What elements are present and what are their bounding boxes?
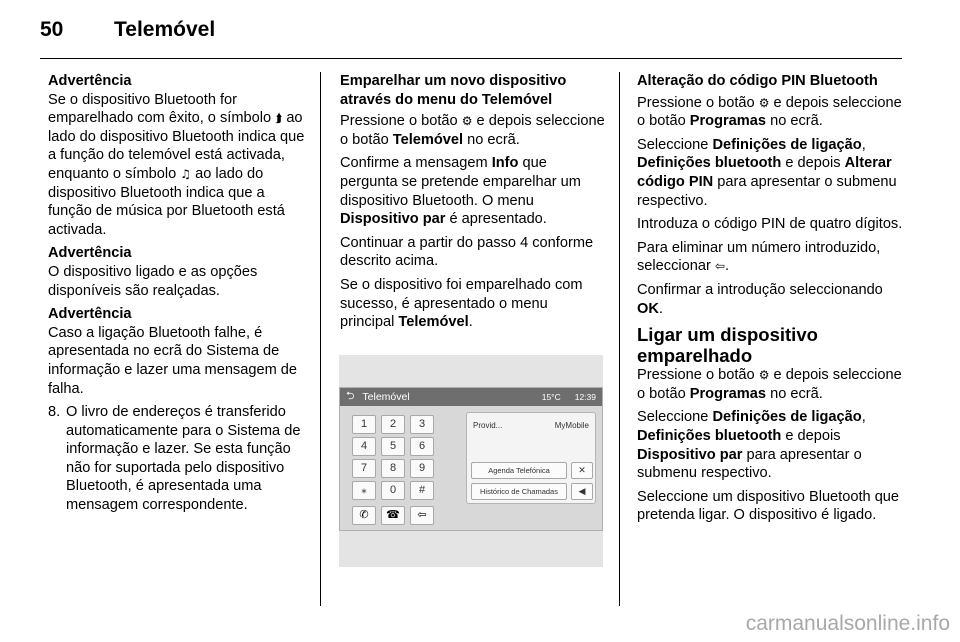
key-3[interactable]: 3: [410, 415, 434, 434]
screen-title: Telemóvel: [362, 391, 410, 403]
note-title: Advertência: [48, 245, 132, 262]
call-icon[interactable]: ✆: [352, 506, 376, 525]
screen-title-bar: [340, 388, 602, 406]
call-history-button[interactable]: Histórico de Chamadas: [471, 483, 567, 500]
key-9[interactable]: 9: [410, 459, 434, 478]
key-8[interactable]: 8: [381, 459, 405, 478]
note-2: Advertência O dispositivo ligado e as opções disponíveis são realçadas.: [48, 245, 258, 299]
device-panel: [466, 412, 596, 504]
note-3: Advertência Caso a ligação Bluetooth falhe, é apresentada no ecrã do Sistema de informação e lazer uma mensagem de falha.: [48, 306, 298, 397]
music-note-icon: ♫: [180, 166, 192, 181]
step-8: 8. O livro de endereços é transferido automaticamente para o Sistema de informação e lazer. Se esta função não for suportada pelo dispositivo Bluetooth, é apresentada uma mensagem correspondente.: [48, 404, 301, 514]
backspace-icon[interactable]: ⇦: [410, 506, 434, 525]
key-0[interactable]: 0: [381, 481, 405, 500]
provider-label: Provid...: [473, 421, 503, 430]
temperature: 15°C: [541, 392, 561, 402]
page-number: 50: [40, 18, 64, 41]
key-hash[interactable]: #: [410, 481, 434, 500]
watermark: carmanualsonline.info: [745, 612, 950, 635]
key-star[interactable]: ⁎: [352, 481, 376, 500]
note-title: Advertência: [48, 73, 132, 89]
speaker-icon[interactable]: ◀: [571, 483, 593, 500]
home-settings-icon: ⚙: [461, 114, 473, 129]
column-divider: [320, 72, 321, 606]
mute-mic-icon[interactable]: ✕: [571, 462, 593, 479]
phone-screen-figure: [339, 355, 603, 567]
column-2: Emparelhar um novo dispositivo através do menu do Telemóvel Pressione o botão ⚙ e depois seleccione o botão Telemóvel no ecrã. Confirme a mensagem Info que pergunta se pretende emparelhar um dispositivo Bluetooth. O menu Dispositivo par é apresentado. Continuar a partir do passo 4 conforme descrito acima. Se o dispositivo foi emparelhado com sucesso, é apresentado o menu principal Telemóvel.: [340, 73, 605, 331]
section-heading: Ligar um dispositivo emparelhado: [637, 324, 818, 367]
clock: 12:39: [574, 392, 596, 402]
key-2[interactable]: 2: [381, 415, 405, 434]
home-settings-icon: ⚙: [758, 368, 770, 383]
column-divider: [619, 72, 620, 606]
column-3: Alteração do código PIN Bluetooth Pressione o botão ⚙ e depois seleccione o botão Programas no ecrã. Seleccione Definições de ligação, Definições bluetooth e depois Alterar código PIN para apresentar o submenu respectivo. Introduza o código PIN de quatro dígitos. Para eliminar um número introduzido, seleccionar ⇦. Confirmar a introdução seleccionando OK. Ligar um dispositivo emparelhado Pressione o botão ⚙ e depois seleccione o botão Programas no ecrã. Seleccione Definições de ligação, Definições bluetooth e depois Dispositivo par para apresentar o submenu respectivo. Seleccione um dispositivo Bluetooth que pretenda ligar. O dispositivo é ligado.: [637, 72, 907, 530]
phone-screen: [339, 387, 603, 531]
key-4[interactable]: 4: [352, 437, 376, 456]
back-icon[interactable]: ⮌: [346, 390, 355, 402]
hangup-icon[interactable]: ☎: [381, 506, 405, 525]
home-settings-icon: ⚙: [758, 95, 770, 110]
key-7[interactable]: 7: [352, 459, 376, 478]
key-1[interactable]: 1: [352, 415, 376, 434]
section-title: Emparelhar um novo dispositivo através do menu do Telemóvel: [340, 73, 567, 108]
backspace-icon: ⇦: [714, 259, 725, 274]
contacts-button[interactable]: Agenda Telefónica: [471, 462, 567, 479]
note-1: Advertência Se o dispositivo Bluetooth for emparelhado com êxito, o símbolo ⮭ ao lado do dispositivo Bluetooth indica que a função do telemóvel está activada, enquanto o símbolo ♫ ao lado do dispositivo Bluetooth indica que a função de música por Bluetooth está activada.: [48, 73, 305, 238]
header-rule: [40, 58, 902, 59]
page-header: [40, 18, 215, 48]
key-6[interactable]: 6: [410, 437, 434, 456]
phone-bluetooth-icon: ⮭: [275, 111, 283, 126]
key-5[interactable]: 5: [381, 437, 405, 456]
device-name: MyMobile: [554, 421, 589, 430]
chapter-title: Telemóvel: [114, 18, 216, 41]
note-title: Advertência: [48, 306, 132, 323]
column-1: [48, 72, 310, 515]
section-title: Alteração do código PIN Bluetooth: [637, 73, 878, 89]
